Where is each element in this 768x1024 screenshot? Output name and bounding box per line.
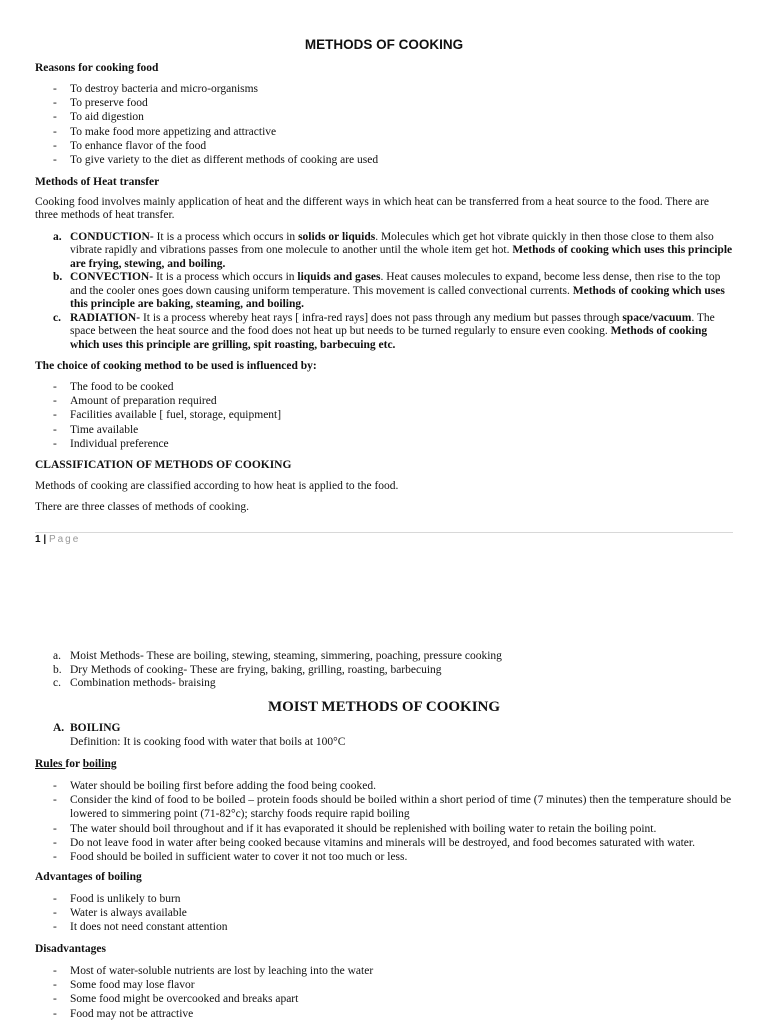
list-item: - Most of water-soluble nutrients are lost by leaching into the water: [35, 964, 733, 978]
list-item: - Water should be boiling first before adding the food being cooked.: [35, 779, 733, 793]
list-marker: c.: [53, 311, 61, 324]
list-marker: a.: [53, 650, 61, 662]
disadvantages-heading: Disadvantages: [35, 943, 106, 955]
rules-heading: [35, 757, 733, 771]
list-item: - Food should be boiled in sufficient water to cover it not too much or less.: [35, 850, 733, 864]
list-item: - To destroy bacteria and micro-organisms: [35, 82, 733, 96]
list-item: - Facilities available [ fuel, storage, equipment]: [35, 408, 733, 422]
text: . Molecules which get hot vibrate quickly in then those close to them also vibrate rapidly and vibrations passes from one molecule to another until the whole item get hot.: [70, 230, 714, 257]
text: . The space between the heat source and the food does not heat up but needs to be turned regularly to ensure even cooking.: [70, 311, 715, 338]
text: It is a process which occurs in: [153, 230, 299, 243]
list-item: - The food to be cooked: [35, 380, 733, 394]
footer-separator: |: [43, 534, 47, 545]
boiling-definition: Definition: It is cooking food with water that boils at 100°C: [70, 735, 346, 748]
text: Moist Methods- These are boiling, stewing, steaming, simmering, poaching, pressure cooking: [70, 650, 502, 662]
document-title: METHODS OF COOKING: [304, 37, 464, 52]
list-item-convection: [35, 271, 733, 312]
list-marker: c.: [53, 677, 61, 689]
reasons-heading: Reasons for cooking food: [35, 62, 159, 74]
classes-list: [35, 650, 733, 691]
emphasis: liquids and gases: [297, 271, 381, 284]
text: It is a process whereby heat rays [ infra-red rays] does not pass through any medium but passes through: [140, 311, 623, 324]
term: CONDUCTION-: [70, 230, 154, 243]
heat-transfer-list: [35, 231, 733, 353]
list-item: - Time available: [35, 423, 733, 437]
emphasis: Methods of cooking which uses this principle are frying, stewing, and boiling.: [70, 244, 733, 270]
advantages-list: [35, 892, 733, 935]
list-item: - To enhance flavor of the food: [35, 139, 733, 153]
page-footer: [35, 534, 80, 545]
reasons-list: [35, 82, 733, 167]
list-item: [35, 664, 733, 678]
list-item: - To preserve food: [35, 96, 733, 110]
list-marker: A.: [53, 722, 65, 734]
list-item-conduction: [35, 231, 733, 272]
list-item: - To make food more appetizing and attractive: [35, 125, 733, 139]
classification-section: [35, 458, 733, 515]
list-item: - The water should boil throughout and if it has evaporated it should be replenished with boiling water to retain the boiling point.: [35, 822, 733, 836]
list-item-boiling: [35, 722, 733, 749]
page-number: 1: [35, 534, 41, 545]
list-marker: b.: [53, 271, 63, 284]
text: Combination methods- braising: [70, 677, 216, 689]
boiling-heading: BOILING: [70, 722, 121, 734]
list-item: - Amount of preparation required: [35, 394, 733, 408]
classification-heading: CLASSIFICATION OF METHODS OF COOKING: [35, 459, 292, 471]
text: Dry Methods of cooking- These are frying, baking, grilling, roasting, barbecuing: [70, 663, 442, 676]
rules-word: for: [65, 758, 83, 770]
rules-section: [35, 757, 733, 864]
classes-section: [35, 650, 733, 691]
term: RADIATION-: [70, 311, 141, 324]
list-item: - Consider the kind of food to be boiled – protein foods should be boiled within a short period of time (7 minutes) then the temperature should be lowered to simmering point (71-82°c); starchy foods require rapid boiling: [35, 793, 733, 821]
list-item: - Do not leave food in water after being cooked because vitamins and minerals will be destroyed, and food becomes saturated with water.: [35, 836, 733, 850]
list-item: - Food may not be attractive: [35, 1007, 733, 1021]
choice-heading: The choice of cooking method to be used is influenced by:: [35, 360, 317, 372]
choice-list: [35, 380, 733, 451]
emphasis: solids or liquids: [298, 230, 376, 243]
footer-divider: [35, 532, 733, 533]
list-marker: a.: [53, 230, 62, 243]
disadvantages-list: [35, 964, 733, 1021]
heat-transfer-intro: Cooking food involves mainly application of heat and the different ways in which heat can be transferred from a heat source to the food. There are three methods of heat transfer.: [35, 196, 710, 222]
rules-word: Rules: [35, 758, 66, 770]
boiling-section: [35, 722, 733, 749]
section-title: MOIST METHODS OF COOKING: [267, 699, 501, 715]
reasons-section: [35, 61, 733, 167]
emphasis: space/vacuum: [622, 311, 692, 324]
list-item: [35, 677, 733, 691]
list-item: - Food is unlikely to burn: [35, 892, 733, 906]
emphasis: Methods of cooking which uses this principle are grilling, spit roasting, barbecuing etc.: [70, 325, 708, 351]
list-item: [35, 650, 733, 664]
rules-list: [35, 779, 733, 864]
list-item: - To aid digestion: [35, 110, 733, 124]
list-item: - Water is always available: [35, 906, 733, 920]
page-label: Page: [48, 534, 81, 545]
list-item: - It does not need constant attention: [35, 920, 733, 934]
rules-word: boiling: [82, 758, 117, 770]
text: . Heat causes molecules to expand, become less dense, then rise to the top and the cooler ones goes down causing uniform temperature. This movement is called convectional currents.: [70, 271, 721, 297]
term: CONVECTION-: [70, 271, 154, 284]
advantages-heading: Advantages of boiling: [35, 871, 142, 883]
list-marker: b.: [53, 663, 62, 676]
list-item-radiation: [35, 312, 733, 353]
list-item: - To give variety to the diet as different methods of cooking are used: [35, 153, 733, 167]
emphasis: Methods of cooking which uses this principle are baking, steaming, and boiling.: [70, 284, 725, 311]
list-item: - Individual preference: [35, 437, 733, 451]
choice-section: [35, 359, 733, 451]
heat-transfer-section: [35, 175, 733, 352]
boiling-list: [35, 722, 733, 749]
classification-paragraph: Methods of cooking are classified according to how heat is applied to the food.: [35, 480, 399, 492]
heat-transfer-heading: Methods of Heat transfer: [35, 176, 160, 188]
advantages-section: [35, 870, 733, 935]
list-item: - Some food might be overcooked and breaks apart: [35, 992, 733, 1006]
classification-paragraph: There are three classes of methods of cooking.: [35, 501, 249, 514]
text: It is a process which occurs in: [153, 271, 298, 284]
list-item: - Some food may lose flavor: [35, 978, 733, 992]
disadvantages-section: [35, 942, 733, 1021]
